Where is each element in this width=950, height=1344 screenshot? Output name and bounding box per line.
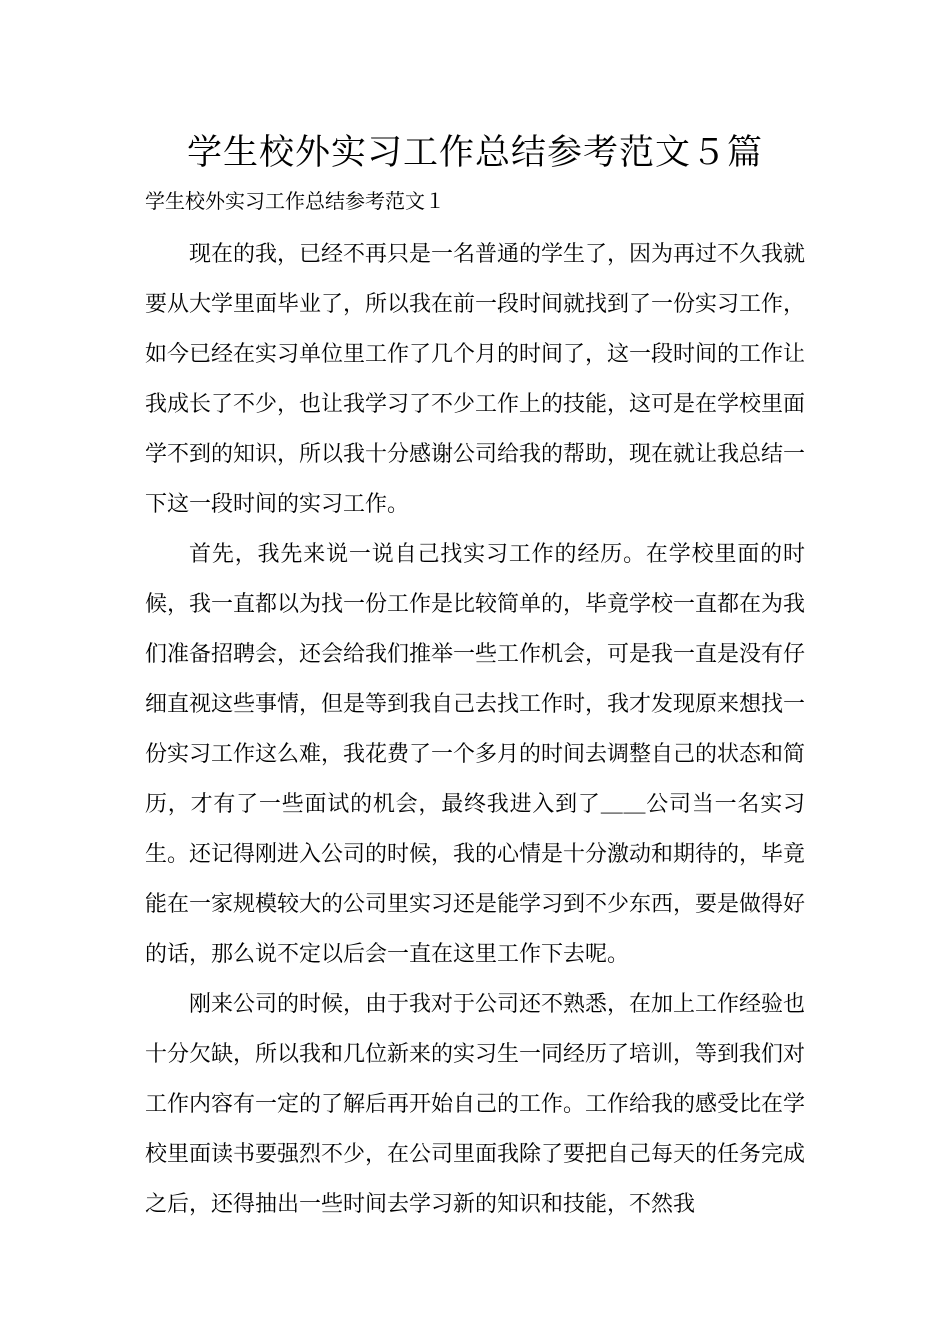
- document-title: 学生校外实习工作总结参考范文５篇: [186, 133, 763, 173]
- paragraph-2: 首先，我先来说一说自己找实习工作的经历。在学校里面的时候，我一直都以为找一份工作是比较简单的，毕竟学校一直都在为我们准备招聘会，还会给我们推举一些工作机会，可是我一直是没有仔细直视这些事情，但是等到我自己去找工作时，我才发现原来想找一份实习工作这么难，我花费了一个多月的时间去调整自己的状态和简历，才有了一些面试的机会，最终我进入到了＿＿公司当一名实习生。还记得刚进入公司的时候，我的心情是十分激动和期待的，毕竟能在一家规模较大的公司里实习还是能学习到不少东西，要是做得好的话，那么说不定以后会一直在这里工作下去呢。: [145, 542, 806, 967]
- document-subtitle: 学生校外实习工作总结参考范文１: [145, 189, 445, 213]
- paragraph-3: 刚来公司的时候，由于我对于公司还不熟悉，在加上工作经验也十分欠缺，所以我和几位新来的实习生一同经历了培训，等到我们对工作内容有一定的了解后再开始自己的工作。工作给我的感受比在学校里面读书要强烈不少，在公司里面我除了要把自己每天的任务完成之后，还得抽出一些时间去学习新的知识和技能，不然我: [145, 992, 806, 1217]
- paragraph-1: 现在的我，已经不再只是一名普通的学生了，因为再过不久我就要从大学里面毕业了，所以我在前一段时间就找到了一份实习工作，如今已经在实习单位里工作了几个月的时间了，这一段时间的工作让我成长了不少，也让我学习了不少工作上的技能，这可是在学校里面学不到的知识，所以我十分感谢公司给我的帮助，现在就让我总结一下这一段时间的实习工作。: [145, 242, 806, 517]
- document-body: [145, 230, 805, 1230]
